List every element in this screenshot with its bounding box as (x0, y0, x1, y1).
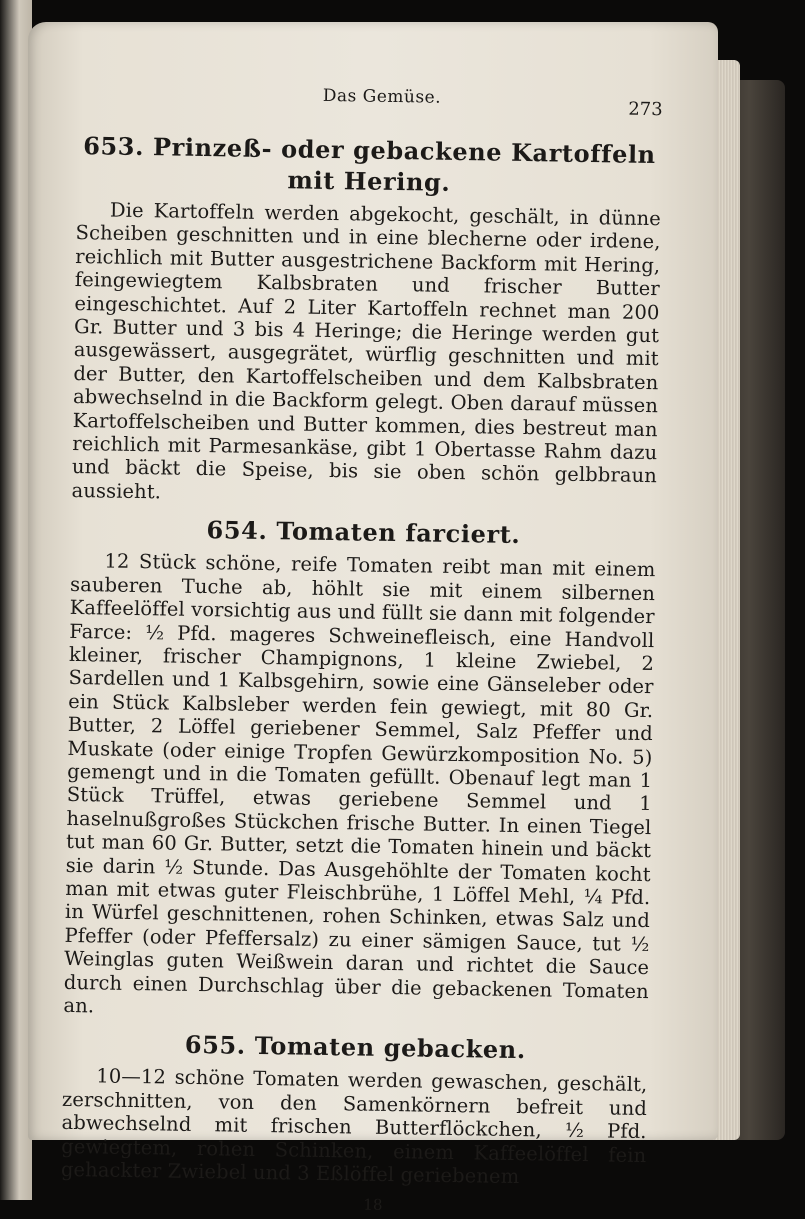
book-page (28, 22, 718, 1215)
signature-mark: 18 (363, 1196, 383, 1215)
page-content (60, 82, 663, 1218)
recipe-text: 10—12 schöne Tomaten werden gewaschen, geschält, zerschnitten, von den Samenkörnern befreit und abwechselnd mit frischen Butterflöckchen, ½ Pfd. gewiegtem, rohen Schinken, einem Kaffeelöffel fein gehackter Zwiebel und 3 Eßlöffel geriebenem (60, 1064, 648, 1189)
recipe-heading: 654. Tomaten farciert. (206, 515, 521, 550)
running-header (77, 82, 663, 131)
recipe-text: Die Kartoffeln werden abgekocht, geschält, in dünne Scheiben geschnitten und in eine blecherne oder irdene, reichlich mit Butter ausgestrichene Backform mit Hering, feingewiegtem Kalbsbraten und frischer Butter eingeschichtet. Auf 2 Liter Kartoffeln rechnet man 200 Gr. Butter und 3 bis 4 Heringe; die Heringe werden gut ausgewässert, ausgegrätet, würflig geschnitten und mit der Butter, den Kartoffelscheiben und dem Kalbsbraten abwechselnd in die Backform gelegt. Oben darauf müssen Kartoffelscheiben und Butter kommen, dies bestreut man reichlich mit Parmesankäse, gibt 1 Obertasse Rahm dazu und bäckt die Speise, bis sie oben schön gelbbraun aussieht. (71, 198, 662, 504)
recipe-655 (61, 1027, 648, 1190)
recipe-heading: 653. Prinzeß- oder gebackene Kartoffeln mit Hering. (82, 131, 656, 197)
recipe-text: 12 Stück schöne, reife Tomaten reibt man mit einem sauberen Tuche ab, höhlt sie mit einem silbernen Kaffeelöffel vorsichtig aus und füllt sie dann mit folgender Farce: ½ Pfd. mageres Schweinefleisch, eine Handvoll kleiner, frischer Champignons, 1 kleine Zwiebel, 2 Sardellen und 1 Kalbsgehirn, sowie eine Gänseleber oder ein Stück Kalbsleber werden fein gewiegt, mit 80 Gr. Butter, 2 Löffel geriebener Semmel, Salz Pfeffer und Muskate (oder einige Tropfen Gewürzkomposition No. 5) gemengt und in die Tomaten gefüllt. Obenauf legt man 1 Stück Trüffel, etwas geriebene Semmel und 1 haselnußgroßes Stückchen frische Butter. In einen Tiegel tut man 60 Gr. Butter, setzt die Tomaten hinein und bäckt sie darin ½ Stunde. Das Ausgehöhlte der Tomaten kocht man mit etwas guter Fleischbrühe, 1 Löffel Mehl, ¼ Pfd. in Würfel geschnittenen, rohen Schinken, etwas Salz und Pfeffer (oder Pfeffersalz) zu einer sämigen Sauce, tut ½ Weinglas guten Weißwein daran und richtet die Sauce durch einen Durchschlag über die gebackenen Tomaten an. (63, 549, 656, 1018)
running-title: Das Gemüse. (322, 85, 442, 108)
recipe-heading: 655. Tomaten gebacken. (184, 1030, 527, 1065)
recipe-654 (63, 512, 656, 1026)
recipe-653 (71, 130, 662, 511)
page-number: 273 (628, 98, 663, 121)
